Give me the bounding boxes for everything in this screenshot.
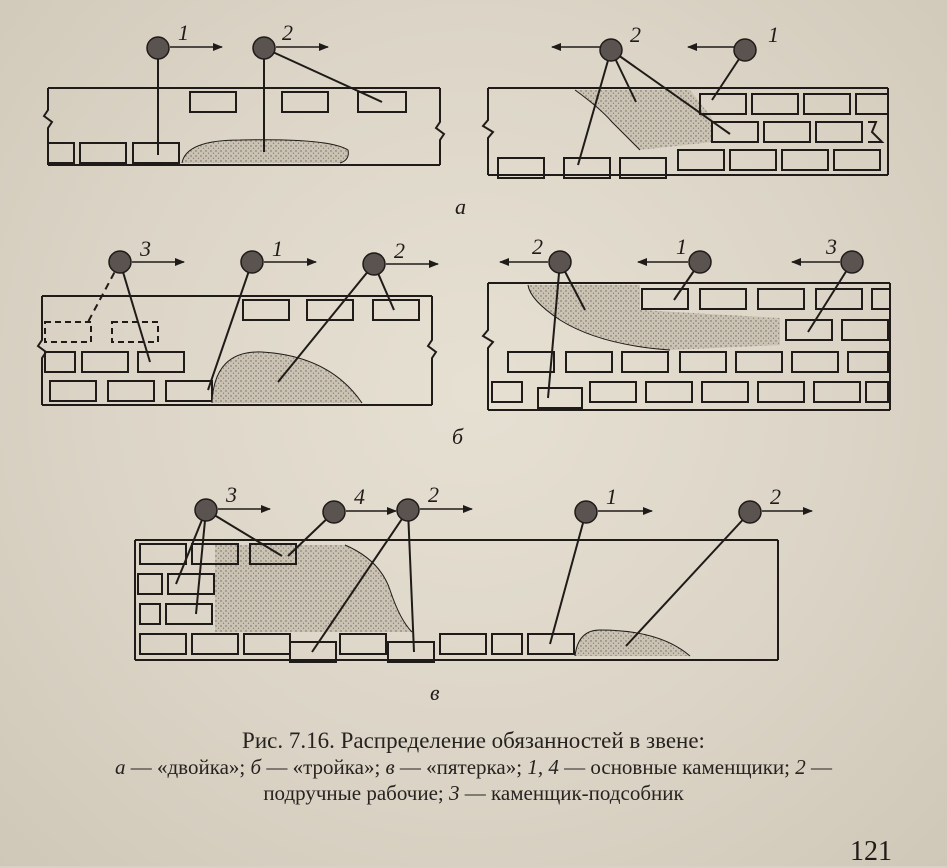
caption-label-a: a [115,755,126,779]
page-number: 121 [850,836,892,867]
worker-dot [147,37,169,59]
caption-text: — «пятерка»; [394,755,528,779]
caption-num-2: 2 [795,755,806,779]
worker-dot [575,501,597,523]
worker-dot [253,37,275,59]
worker-number: 1 [272,236,283,261]
worker-number: 2 [630,22,641,47]
worker-number: 3 [140,236,151,261]
pointer-lines [88,48,852,652]
caption-num-3: 3 [449,781,460,805]
diagram-b-right [483,283,890,410]
worker-dot [689,251,711,273]
caption-text: подручные рабочие; [263,781,450,805]
diagram-a-left [44,88,444,165]
worker-number: 2 [428,482,439,507]
worker-number: 3 [226,482,237,507]
subfigure-label-a: а [455,194,466,219]
caption-label-b: б [250,755,262,779]
worker-dot [734,39,756,61]
caption-text: — каменщик-подсобник [459,781,684,805]
caption-line-1 [0,754,947,780]
diagram-b-left [38,296,436,405]
caption-text: — «тройка»; [261,755,386,779]
worker-number: 2 [394,238,405,263]
worker-dot [109,251,131,273]
worker-dot [323,501,345,523]
figure-caption [0,728,947,806]
diagram-c [135,540,778,662]
worker-number: 2 [532,234,543,259]
subfigure-label-c: в [430,680,440,705]
worker-dot [363,253,385,275]
worker-dot [739,501,761,523]
worker-dot [241,251,263,273]
subfigure-label-b: б [452,424,464,449]
worker-dot [600,39,622,61]
worker-number: 2 [282,20,293,45]
caption-text: — [805,755,832,779]
worker-number: 1 [768,22,779,47]
worker-dot [397,499,419,521]
caption-text: — основные каменщики; [558,755,796,779]
worker-number: 1 [178,20,189,45]
caption-label-c: в [385,755,395,779]
direction-arrows [132,47,840,511]
caption-nums: 1, 4 [527,755,559,779]
worker-number: 3 [826,234,837,259]
worker-number: 1 [676,234,687,259]
worker-dots [109,37,863,523]
caption-title: Рис. 7.16. Распределение обязанностей в звене: [242,728,705,753]
worker-dot [549,251,571,273]
worker-number: 1 [606,484,617,509]
worker-dot [841,251,863,273]
worker-number: 2 [770,484,781,509]
caption-text: — «двойка»; [125,755,251,779]
worker-number: 4 [354,484,365,509]
worker-dot [195,499,217,521]
caption-line-2 [0,780,947,806]
